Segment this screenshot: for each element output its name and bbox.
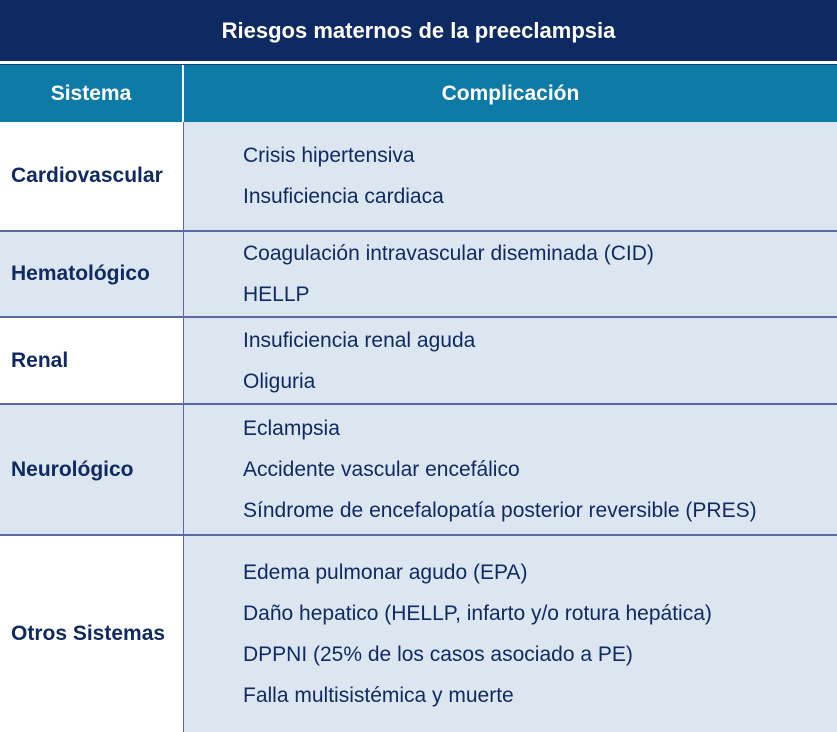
- header-system: Sistema: [0, 65, 184, 123]
- table-title: [0, 0, 837, 64]
- complication-item: Accidente vascular encefálico: [243, 458, 520, 481]
- complication-item: Falla multisistémica y muerte: [243, 684, 514, 707]
- table-row: [0, 405, 837, 536]
- system-cell: Otros Sistemas: [0, 536, 184, 732]
- table-row: [0, 122, 837, 232]
- header-complication: Complicación: [441, 82, 580, 105]
- system-cell: Neurológico: [0, 405, 184, 534]
- system-cell: Hematológico: [0, 232, 184, 316]
- table-row: [0, 232, 837, 318]
- table-title-text: Riesgos maternos de la preeclampsia: [221, 17, 616, 43]
- complication-cell: [184, 122, 837, 230]
- complication-cell: [184, 232, 837, 316]
- system-cell: Renal: [0, 318, 184, 403]
- complication-item: Eclampsia: [243, 417, 340, 440]
- table-row: [0, 536, 837, 732]
- complication-item: Coagulación intravascular diseminada (CID): [243, 242, 654, 265]
- complication-item: Daño hepatico (HELLP, infarto y/o rotura hepática): [243, 602, 712, 625]
- header-row: [0, 64, 837, 122]
- complication-cell: [184, 405, 837, 534]
- system-cell: Cardiovascular: [0, 122, 184, 230]
- complication-item: Insuficiencia cardiaca: [243, 185, 444, 208]
- table-row: [0, 318, 837, 405]
- complication-cell: [184, 536, 837, 732]
- complication-item: Insuficiencia renal aguda: [243, 328, 476, 352]
- complication-cell: [184, 318, 837, 403]
- complication-item: Edema pulmonar agudo (EPA): [243, 561, 528, 584]
- complication-item: DPPNI (25% de los casos asociado a PE): [243, 643, 633, 666]
- complication-item: Síndrome de encefalopatía posterior reversible (PRES): [243, 499, 757, 522]
- complication-item: Crisis hipertensiva: [243, 144, 415, 167]
- complication-item: HELLP: [243, 283, 310, 306]
- complication-item: Oliguria: [243, 369, 316, 393]
